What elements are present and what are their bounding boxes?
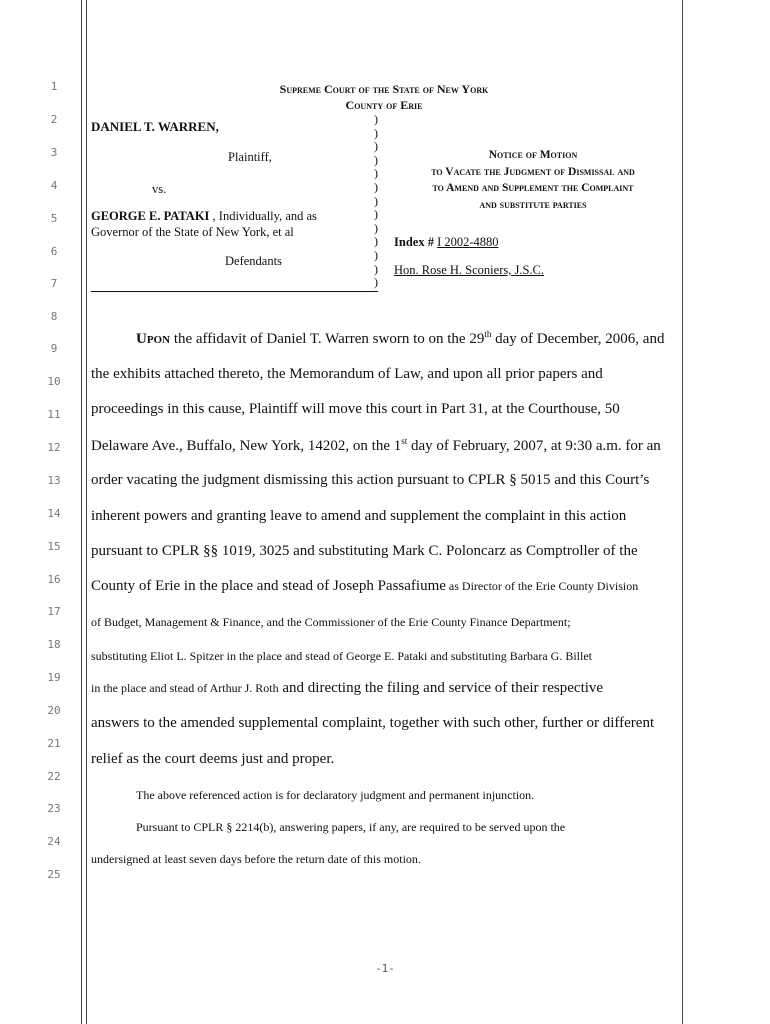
notice-title-line: Notice of Motion — [488, 149, 578, 161]
left-margin-rule-inner — [86, 0, 87, 1024]
body-line: of Budget, Management & Finance, and the Commissioner of the Erie County Finance Department; — [91, 615, 571, 629]
line-number: 16 — [47, 573, 61, 586]
plaintiff-name: DANIEL T. WARREN, — [91, 119, 219, 134]
line-number: 6 — [50, 245, 58, 258]
body-line: in the place and stead of Arthur J. Roth and directing the filing and service of their respective — [91, 680, 604, 696]
page-number: -1- — [375, 962, 395, 975]
line-number: 15 — [47, 540, 61, 553]
right-margin-rule — [682, 0, 683, 1024]
court-county: County of Erie — [345, 98, 423, 112]
caption-paren: ) — [374, 261, 378, 276]
line-number: 5 — [50, 212, 58, 225]
body-line: inherent powers and granting leave to amend and supplement the complaint in this action — [91, 508, 627, 524]
caption-underline — [91, 291, 378, 292]
line-number: 10 — [47, 375, 61, 388]
body-line: County of Erie in the place and stead of Joseph Passafiume as Director of the Erie County Division — [91, 578, 639, 594]
caption-paren: ) — [374, 139, 378, 154]
line-number: 25 — [47, 868, 61, 881]
line-number: 8 — [50, 310, 58, 323]
caption-paren: ) — [374, 125, 378, 140]
body-line: proceedings in this cause, Plaintiff will move this court in Part 31, at the Courthouse, 50 — [91, 401, 620, 417]
defendant-office: Governor of the State of New York, et al — [91, 225, 294, 239]
plaintiff-role: Plaintiff, — [228, 150, 272, 164]
line-number: 23 — [47, 802, 61, 815]
defendant-capacity: , Individually, and as — [209, 209, 317, 223]
notice-of-motion-title — [388, 147, 678, 213]
body-line: relief as the court deems just and proper. — [91, 751, 335, 767]
line-number: 11 — [47, 408, 61, 421]
line-number: 20 — [47, 704, 61, 717]
index-label: Index # — [394, 235, 438, 249]
versus: vs. — [152, 182, 167, 196]
body-line: substituting Eliot L. Spitzer in the place and stead of George E. Pataki and substituting Barbara G. Billet — [91, 649, 593, 663]
judge-name: Hon. Rose H. Sconiers, J.S.C. — [394, 263, 545, 277]
notice-title-line: to Amend and Supplement the Complaint — [432, 182, 634, 194]
upon-lead: Upon — [136, 331, 171, 347]
notice-title-line: to Vacate the Judgment of Dismissal and — [431, 165, 635, 178]
line-number: 17 — [47, 605, 61, 618]
body-line: the exhibits attached thereto, the Memorandum of Law, and upon all prior papers and — [91, 366, 603, 382]
defendant-line — [91, 209, 317, 224]
line-number: 12 — [47, 441, 61, 454]
caption-paren: ) — [374, 248, 378, 262]
body-line: Upon the affidavit of Daniel T. Warren sworn to on the 29th day of December, 2006, and — [136, 329, 665, 347]
caption-paren: ) — [374, 275, 378, 290]
caption-paren: ) — [374, 112, 378, 126]
line-number: 18 — [47, 638, 61, 651]
line-number: 2 — [50, 113, 58, 126]
index-number: I 2002-4880 — [437, 235, 499, 249]
left-margin-rule — [81, 0, 82, 1024]
line-number: 7 — [50, 277, 58, 290]
defendant-role: Defendants — [225, 254, 282, 268]
line-number: 4 — [50, 179, 58, 192]
line-number: 19 — [47, 671, 61, 684]
body-line: answers to the amended supplemental complaint, together with such other, further or different — [91, 715, 655, 731]
line-number: 1 — [50, 80, 58, 93]
body-line: pursuant to CPLR §§ 1019, 3025 and substituting Mark C. Poloncarz as Comptroller of the — [91, 543, 638, 559]
court-heading — [86, 81, 682, 113]
court-name: Supreme Court of the State of New York — [279, 82, 489, 96]
caption-paren: ) — [374, 180, 378, 194]
line-number: 13 — [47, 474, 61, 487]
line-number: 21 — [47, 737, 61, 750]
caption-paren: ) — [374, 234, 378, 249]
line-number: 22 — [47, 770, 61, 783]
caption-paren: ) — [374, 152, 378, 167]
index-number-line — [394, 235, 499, 250]
line-number: 24 — [47, 835, 61, 848]
body-line: undersigned at least seven days before the return date of this motion. — [91, 852, 421, 866]
caption-paren: ) — [374, 193, 378, 208]
defendant-name: GEORGE E. PATAKI — [91, 209, 210, 223]
body-line: Delaware Ave., Buffalo, New York, 14202, on the 1st day of February, 2007, at 9:30 a.m. for an — [91, 436, 661, 454]
line-number: 14 — [47, 507, 61, 520]
body-line: Pursuant to CPLR § 2214(b), answering papers, if any, are required to be served upon the — [136, 820, 566, 834]
notice-title-line: and substitute parties — [479, 198, 587, 211]
caption-paren: ) — [374, 220, 378, 235]
body-line: The above referenced action is for declaratory judgment and permanent injunction. — [136, 788, 535, 802]
caption-paren: ) — [374, 166, 378, 181]
body-line: order vacating the judgment dismissing this action pursuant to CPLR § 5015 and this Court’s — [91, 472, 650, 488]
line-number: 9 — [50, 342, 58, 355]
line-number: 3 — [50, 146, 58, 159]
caption-paren: ) — [374, 207, 378, 222]
